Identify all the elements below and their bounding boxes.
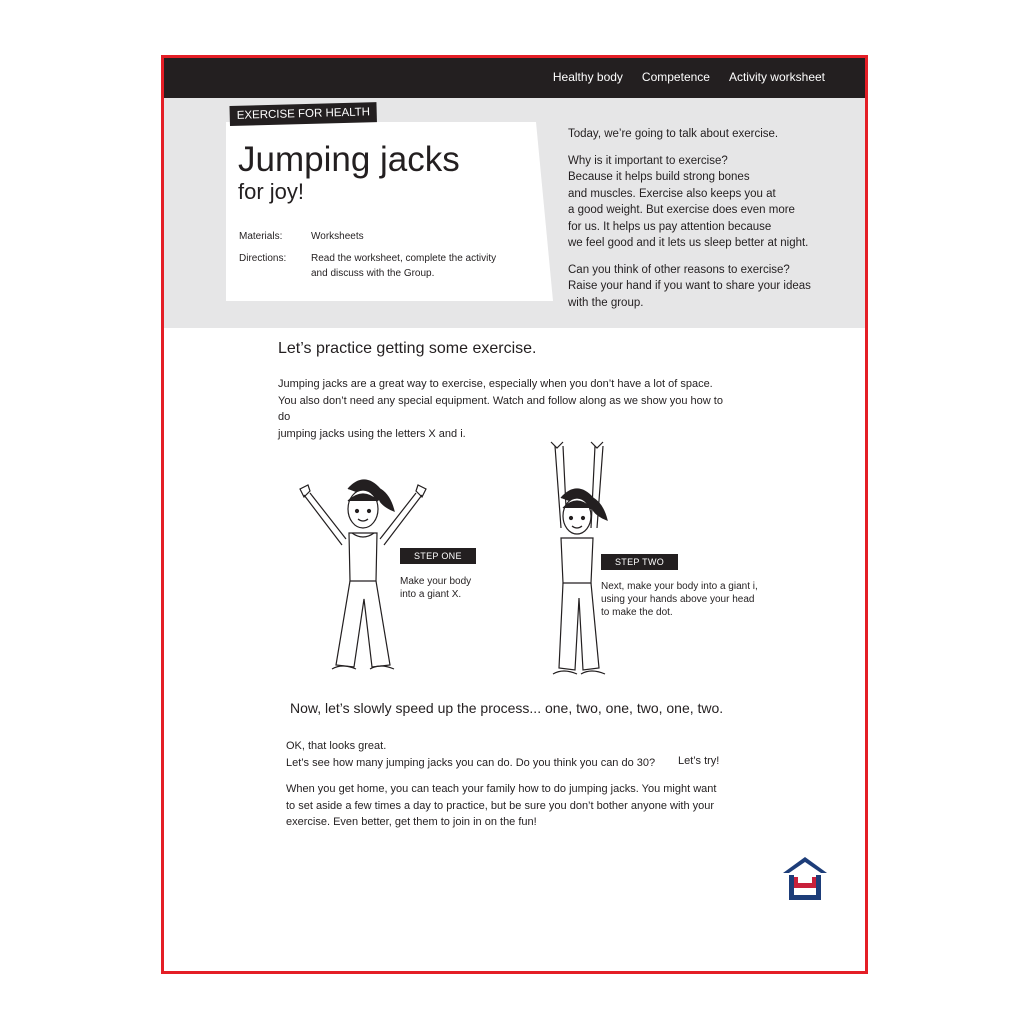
closing-text [286,738,736,841]
step-two-tag: STEP TWO [601,554,678,570]
nav-healthy-body[interactable]: Healthy body [552,70,623,84]
house-logo-icon [781,853,829,903]
directions-line: and discuss with the Group. [311,268,435,279]
intro-text [568,126,838,321]
directions-label: Directions: [239,253,287,264]
nav-activity-worksheet[interactable]: Activity worksheet [728,70,825,84]
speed-up-heading: Now, let’s slowly speed up the process... one, two, one, two, one, two. [290,700,724,716]
nav-competence[interactable]: Competence [641,70,710,84]
practice-heading: Let’s practice getting some exercise. [278,340,537,357]
page-frame [161,55,868,974]
intro-paragraph: Why is it important to exercise? Because it helps build strong bones and muscles. Exercise also keeps you at a good weight. But exercise does even more for us. It helps us pay attention because we feel good and it lets us sleep better at night. [568,154,809,249]
page-title: Jumping jacks [238,140,460,179]
directions-line: Read the worksheet, complete the activity [311,253,497,264]
materials-value: Worksheets [311,231,364,242]
materials-label: Materials: [239,231,283,242]
lets-try-text: Let’s try! [678,755,720,767]
closing-paragraph: OK, that looks great. Let’s see how many jumping jacks you can do. Do you think you can do 30? [286,740,656,769]
header-section [164,98,865,328]
closing-paragraph: When you get home, you can teach your family how to do jumping jacks. You might want to set aside a few times a day to practice, but be sure you don’t bother anyone with your exercise. Even better, get them to join in on the fun! [286,783,717,828]
top-nav [164,58,865,98]
intro-paragraph: Can you think of other reasons to exercise? Raise your hand if you want to share your ideas with the group. [568,263,811,309]
step-two-text: Next, make your body into a giant i, using your hands above your head to make the dot. [601,581,758,618]
step-one-tag: STEP ONE [400,548,476,564]
directions-value [311,251,511,281]
step-one-text: Make your body into a giant X. [400,576,472,600]
category-tag: EXERCISE FOR HEALTH [229,102,377,126]
practice-text: Jumping jacks are a great way to exercise, especially when you don’t have a lot of space. You also don’t need any special equipment. Watch and follow along as we show you how to do jumping jacks using the letters X and i. [278,378,723,440]
page-subtitle: for joy! [238,179,305,204]
intro-paragraph: Today, we’re going to talk about exercise. [568,128,779,140]
